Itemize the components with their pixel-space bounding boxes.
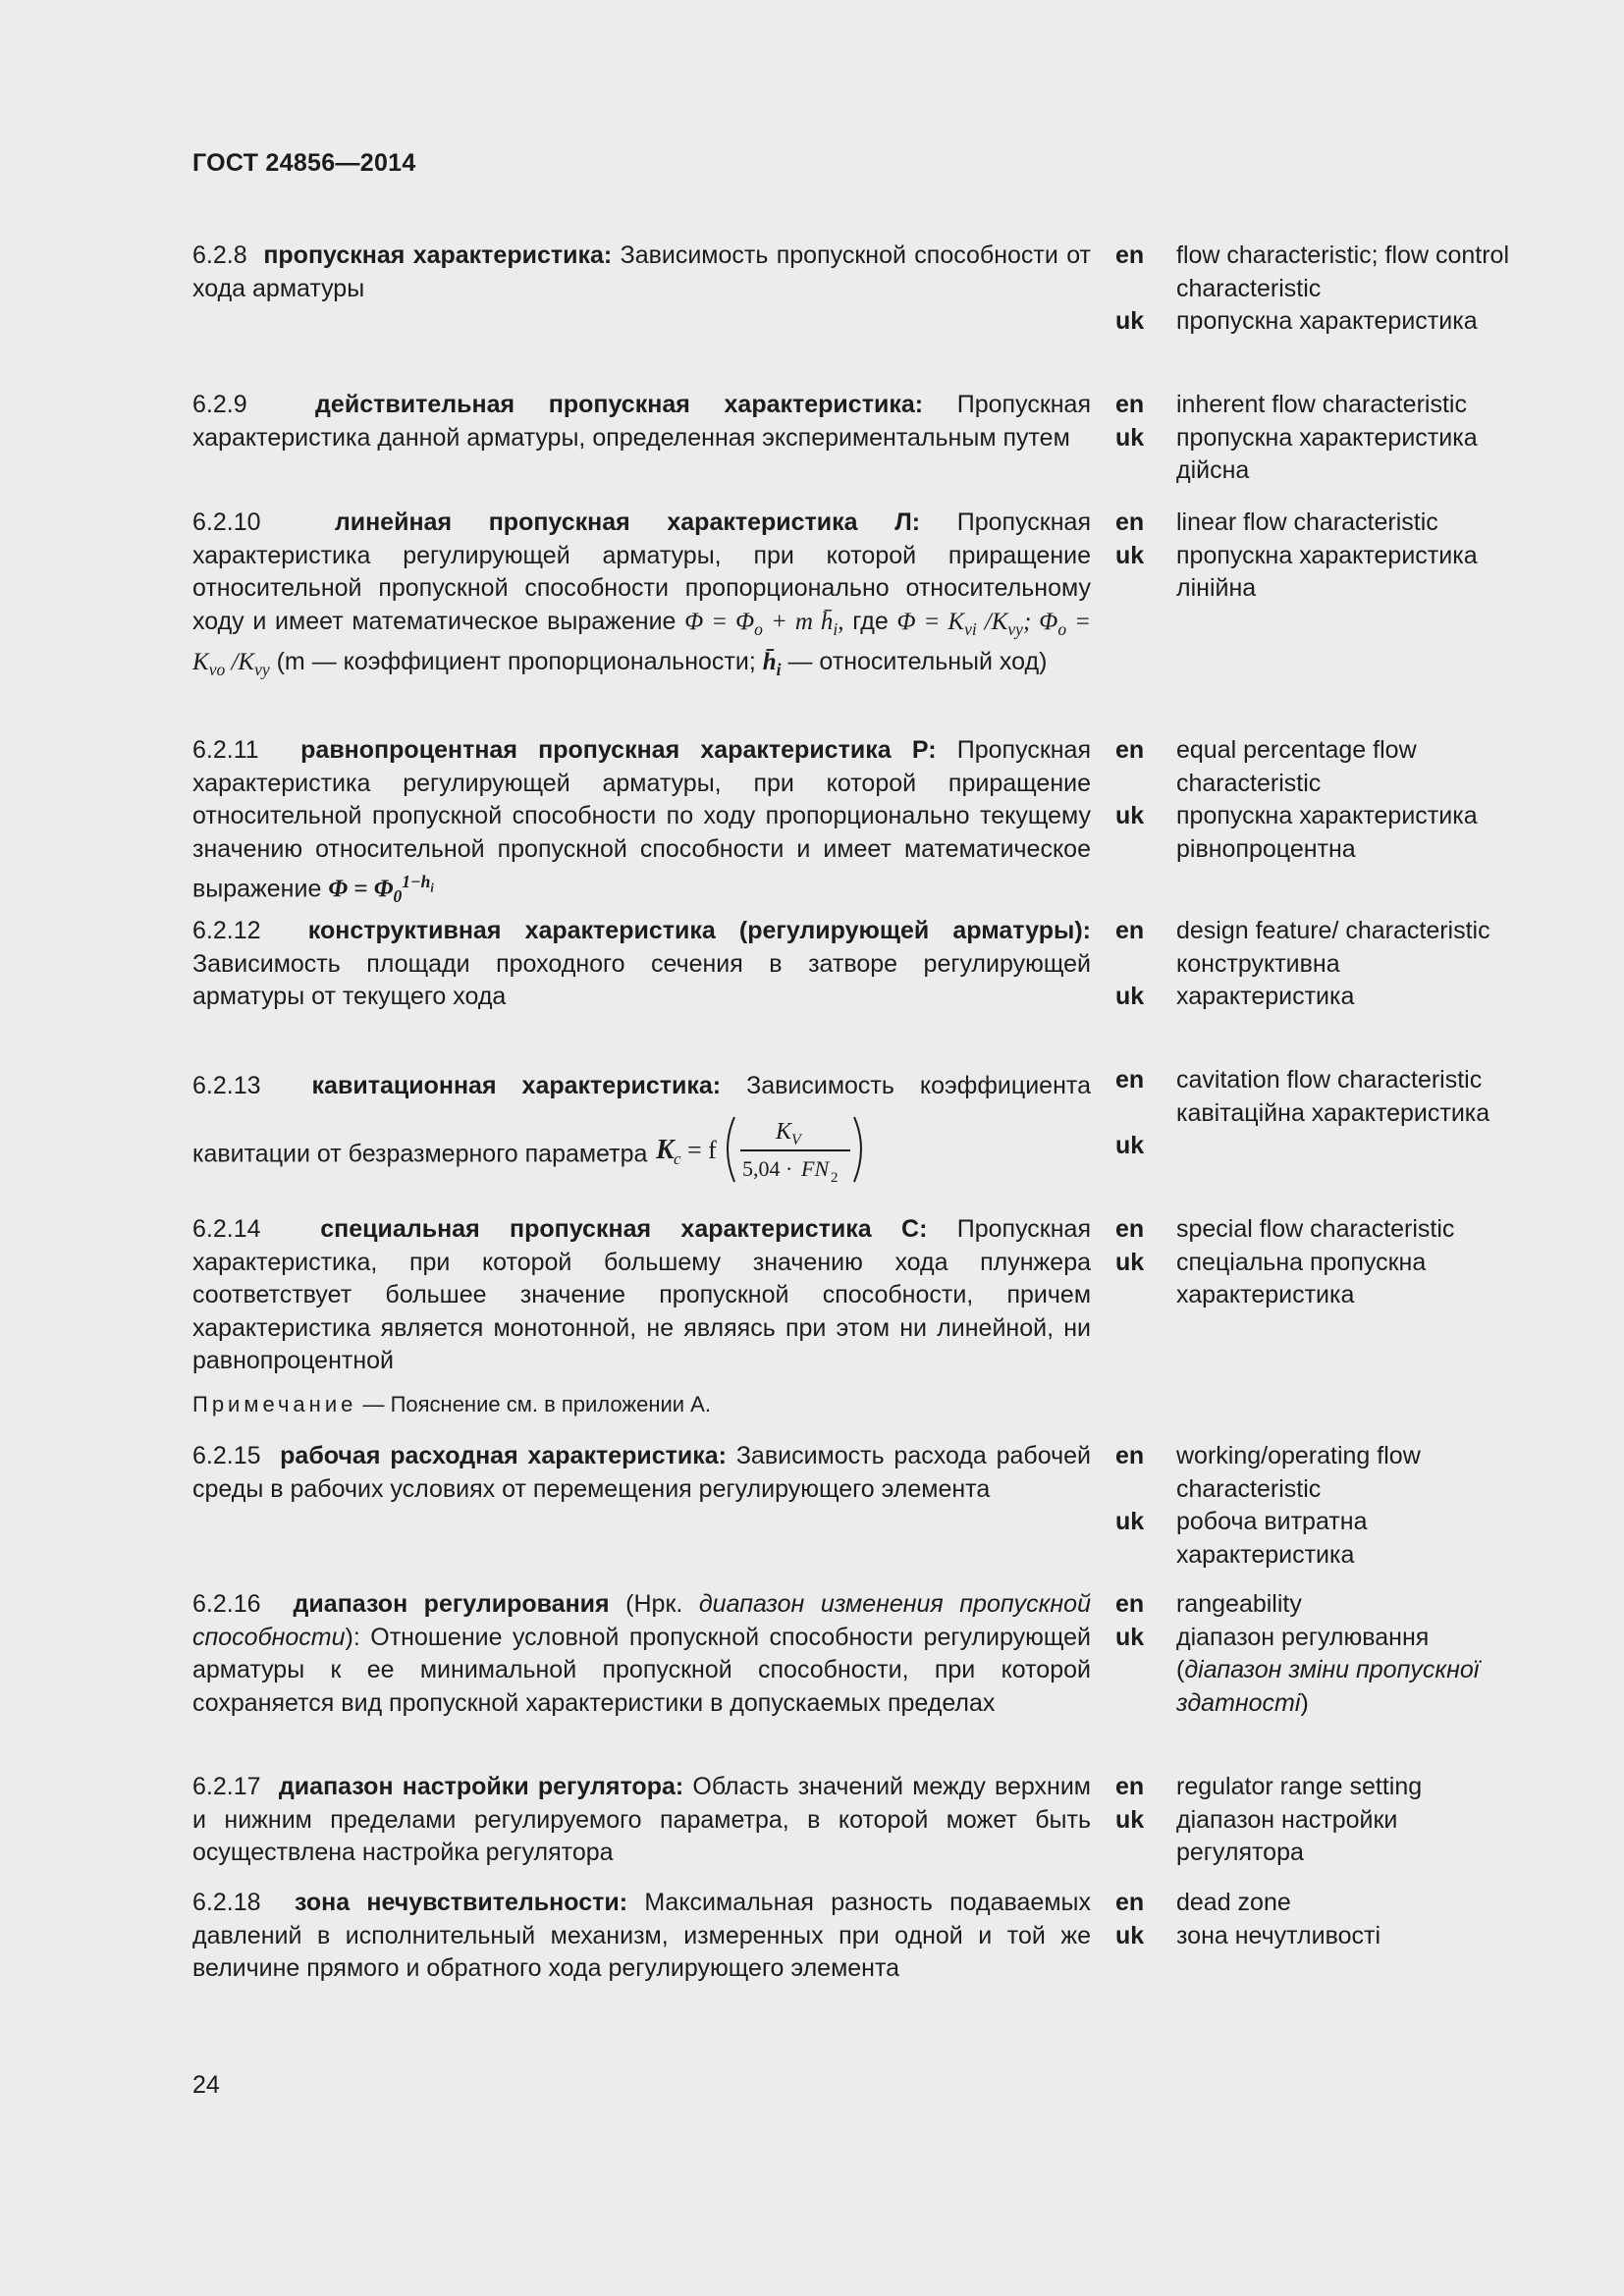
relative-stroke-symbol: $h̄_i$: [762, 649, 782, 679]
note-text: — Пояснение см. в приложении А.: [362, 1392, 711, 1416]
term-uk: робоча витратна характеристика: [1176, 1508, 1368, 1569]
translations: [1176, 1771, 1510, 1870]
formula-linear: $\Phi = \Phi_o + m$ $h̄_i$,: [684, 608, 844, 639]
term-en: regulator range setting: [1176, 1773, 1423, 1800]
translations: [1176, 240, 1510, 339]
svg-text:2: 2: [831, 1170, 839, 1186]
term-en: working/operating flow characteristic: [1176, 1442, 1421, 1503]
lang-codes: en uk: [1115, 1773, 1145, 1834]
definition: 6.2.9 действительная пропускная характеристика: Пропускная характеристика данной арматуры, определенная экспериментальным путем: [192, 391, 1091, 452]
term-en: flow characteristic; flow control characteristic: [1176, 241, 1510, 302]
definition: 6.2.11 равнопроцентная пропускная характеристика Р: Пропускная характеристика регулирующей арматуры, при которой приращение относительной пропускной способности по ходу пропорционально текущему значению относительной пропускной способности и имеет математическое выражение $\Phi = \Phi_0^{1-h_i}$: [192, 736, 1091, 907]
lang-codes: en uk: [1115, 1889, 1145, 1949]
lang-codes: en uk: [1115, 391, 1145, 452]
svg-text:K: K: [656, 1135, 676, 1165]
svg-text:K: K: [776, 1119, 792, 1145]
term-en: dead zone: [1176, 1889, 1291, 1916]
lang-codes: en uk: [1115, 1442, 1145, 1535]
translations: [1176, 915, 1510, 1014]
term-uk: спеціальна пропускна характеристика: [1176, 1248, 1427, 1308]
svg-text:FN: FN: [801, 1156, 830, 1181]
term-en: cavitation flow characteristic: [1176, 1066, 1483, 1094]
definition: 6.2.14 специальная пропускная характеристика С: Пропускная характеристика, при которой большему значению хода плунжера соответствует большее значение пропускной способности, причем характеристика является монотонной, не являясь при этом ни линейной, ни равнопроцентной: [192, 1215, 1091, 1374]
svg-text:V: V: [791, 1132, 802, 1148]
translations: [1176, 1440, 1510, 1572]
note-label: Примечание: [192, 1392, 357, 1416]
cavitation-formula-graphic: [654, 1107, 870, 1190]
formula-definitions: $\Phi = K_{vi}$ $/K_{vy}$; $\Phi_o = K_{vo}$ $/K_{vy}$: [192, 608, 1091, 679]
translations: [1176, 1064, 1510, 1130]
definition: 6.2.13 кавитационная характеристика: Зависимость коэффициента кавитации от безразмерного параметра K c = f K V 5,04 · FN 2: [192, 1064, 1091, 1203]
definition: 6.2.12 конструктивная характеристика (регулирующей арматуры): Зависимость площади проходного сечения в затворе регулирующей арматуры от текущего хода: [192, 917, 1091, 1010]
definition: 6.2.15 рабочая расходная характеристика: Зависимость расхода рабочей среды в рабочих условиях от перемещения регулирующего элемента: [192, 1442, 1091, 1503]
translations: [1176, 1588, 1510, 1720]
lang-codes: en uk: [1115, 736, 1145, 829]
formula-cavitation: [654, 1107, 870, 1203]
term-uk-alt: (діапазон зміни пропускної здатності): [1176, 1656, 1480, 1717]
svg-text:= f: = f: [687, 1136, 718, 1164]
definition: 6.2.8 пропускная характеристика: Зависимость пропускной способности от хода арматуры: [192, 241, 1091, 302]
term-uk: діапазон регулювання: [1176, 1623, 1430, 1651]
term-uk: діапазон настройки регулятора: [1176, 1805, 1398, 1866]
lang-codes: en uk: [1115, 241, 1145, 335]
definition: 6.2.16 диапазон регулирования (Нрк. диапазон изменения пропускной способности): Отношение условной пропускной способности регулирующей арматуры к ее минимальной пропускной способности, при которой сохраняется вид пропускной характеристики в допускаемых пределах: [192, 1590, 1091, 1717]
lang-codes: en uk: [1115, 1066, 1145, 1159]
lang-codes: en uk: [1115, 1590, 1145, 1651]
term-en: rangeability: [1176, 1590, 1302, 1618]
term-uk: конструктивна характеристика: [1176, 949, 1355, 1010]
term-uk: пропускна характеристика дійсна: [1176, 423, 1478, 484]
page-number: 24: [192, 2071, 220, 2099]
definition: 6.2.18 зона нечувствительности: Максимальная разность подаваемых давлений в исполнительный механизм, измеренных при одной и той же величине прямого и обратного хода регулирующего элемента: [192, 1889, 1091, 1982]
term-en: design feature/ characteristic: [1176, 917, 1490, 944]
svg-text:5,04 ·: 5,04 ·: [742, 1156, 793, 1181]
translations: [1176, 507, 1510, 606]
term-en: linear flow characteristic: [1176, 508, 1438, 536]
term-uk: пропускна характеристика рівнопроцентна: [1176, 802, 1478, 863]
term-en: equal percentage flow characteristic: [1176, 736, 1417, 797]
lang-codes: en uk: [1115, 1215, 1145, 1276]
lang-codes: en uk: [1115, 508, 1145, 569]
svg-text:c: c: [674, 1149, 681, 1168]
lang-codes: en uk: [1115, 917, 1145, 1010]
term-uk: кавітаційна характеристика: [1176, 1098, 1490, 1127]
definition: 6.2.17 диапазон настройки регулятора: Область значений между верхним и нижним пределами регулируемого параметра, в которой может быть осуществлена настройка регулятора: [192, 1773, 1091, 1866]
definition: 6.2.10 линейная пропускная характеристика Л: Пропускная характеристика регулирующей арматуры, при которой приращение относительной пропускной способности пропорционально относительному ходу и имеет математическое выражение $\Phi = \Phi_o + m$ $h̄_i$, где $\Phi = K_{vi}$ $/K_{vy}$; $\Phi_o = K_{vo}$ $/K_{vy}$ (m — коэффициент пропорциональности; $h̄_i$ — относительный ход): [192, 508, 1091, 679]
translations: [1176, 1887, 1510, 1952]
term-uk: пропускна характеристика: [1176, 307, 1478, 335]
translations: [1176, 1213, 1510, 1312]
formula-equal-percentage: $\Phi = \Phi_0^{1-h_i}$: [328, 872, 434, 907]
note: [192, 1392, 711, 1417]
document-header: ГОСТ 24856—2014: [192, 149, 416, 177]
translations: [1176, 389, 1510, 488]
translations: [1176, 734, 1510, 866]
term-uk: пропускна характеристика лінійна: [1176, 541, 1478, 602]
term-en: inherent flow characteristic: [1176, 391, 1467, 418]
term-en: special flow characteristic: [1176, 1215, 1455, 1243]
term-uk: зона нечутливості: [1176, 1921, 1381, 1949]
